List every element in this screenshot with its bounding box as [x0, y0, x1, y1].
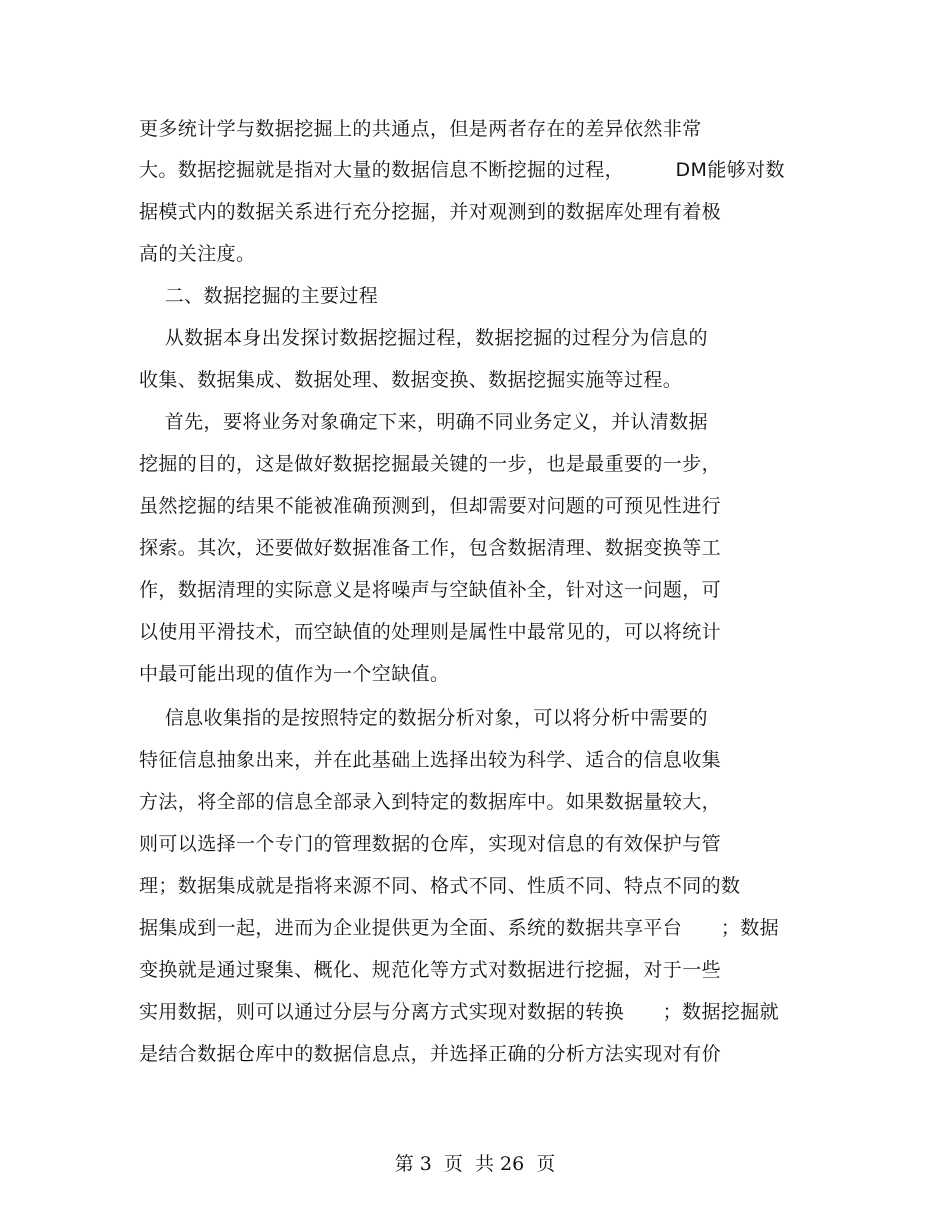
- text-line: 挖掘的目的，这是做好数据挖掘最关键的一步，也是最重要的一步，: [139, 453, 722, 475]
- text-line: 从数据本身出发探讨数据挖掘过程，数据挖掘的过程分为信息的: [139, 327, 708, 349]
- text-line: 虽然挖掘的结果不能被准确预测到，但却需要对问题的可预见性进行: [139, 495, 722, 517]
- text-line: 则可以选择一个专门的管理数据的仓库，实现对信息的有效保护与管: [139, 833, 722, 855]
- text-line: 更多统计学与数据挖掘上的共通点，但是两者存在的差异依然非常: [139, 118, 702, 140]
- text-line: 作，数据清理的实际意义是将噪声与空缺值补全，针对这一问题，可: [139, 579, 722, 601]
- text-line: 首先，要将业务对象确定下来，明确不同业务定义，并认清数据: [139, 411, 708, 433]
- section-heading: 二、数据挖掘的主要过程: [139, 285, 379, 307]
- text-line: 据集成到一起，进而为企业提供更为全面、系统的数据共享平台 ；数据: [139, 917, 780, 939]
- text-line: 是结合数据仓库中的数据信息点，并选择正确的分析方法实现对有价: [139, 1043, 722, 1065]
- text-line: 信息收集指的是按照特定的数据分析对象，可以将分析中需要的: [139, 707, 708, 729]
- text-line: 探索。其次，还要做好数据准备工作，包含数据清理、数据变换等工: [139, 537, 722, 559]
- text-line: 据模式内的数据关系进行充分挖掘，并对观测到的数据库处理有着极: [139, 201, 722, 223]
- text-line: 大。数据挖掘就是指对大量的数据信息不断挖掘的过程， DM能够对数: [139, 159, 785, 181]
- text-line: 特征信息抽象出来，并在此基础上选择出较为科学、适合的信息收集: [139, 749, 722, 771]
- text-line: 实用数据，则可以通过分层与分离方式实现对数据的转换 ；数据挖掘就: [139, 1001, 780, 1023]
- page-number-footer: 第 3 页 共 26 页: [394, 1153, 556, 1175]
- text-line: 以使用平滑技术，而空缺值的处理则是属性中最常见的，可以将统计: [139, 621, 722, 643]
- text-line: 理；数据集成就是指将来源不同、格式不同、性质不同、特点不同的数: [139, 875, 741, 897]
- text-line: 高的关注度。: [139, 243, 256, 265]
- text-line: 中最可能出现的值作为一个空缺值。: [139, 663, 450, 685]
- text-line: 方法，将全部的信息全部录入到特定的数据库中。如果数据量较大，: [139, 791, 722, 813]
- text-line: 收集、数据集成、数据处理、数据变换、数据挖掘实施等过程。: [139, 369, 683, 391]
- text-line: 变换就是通过聚集、概化、规范化等方式对数据进行挖掘，对于一些: [139, 959, 722, 981]
